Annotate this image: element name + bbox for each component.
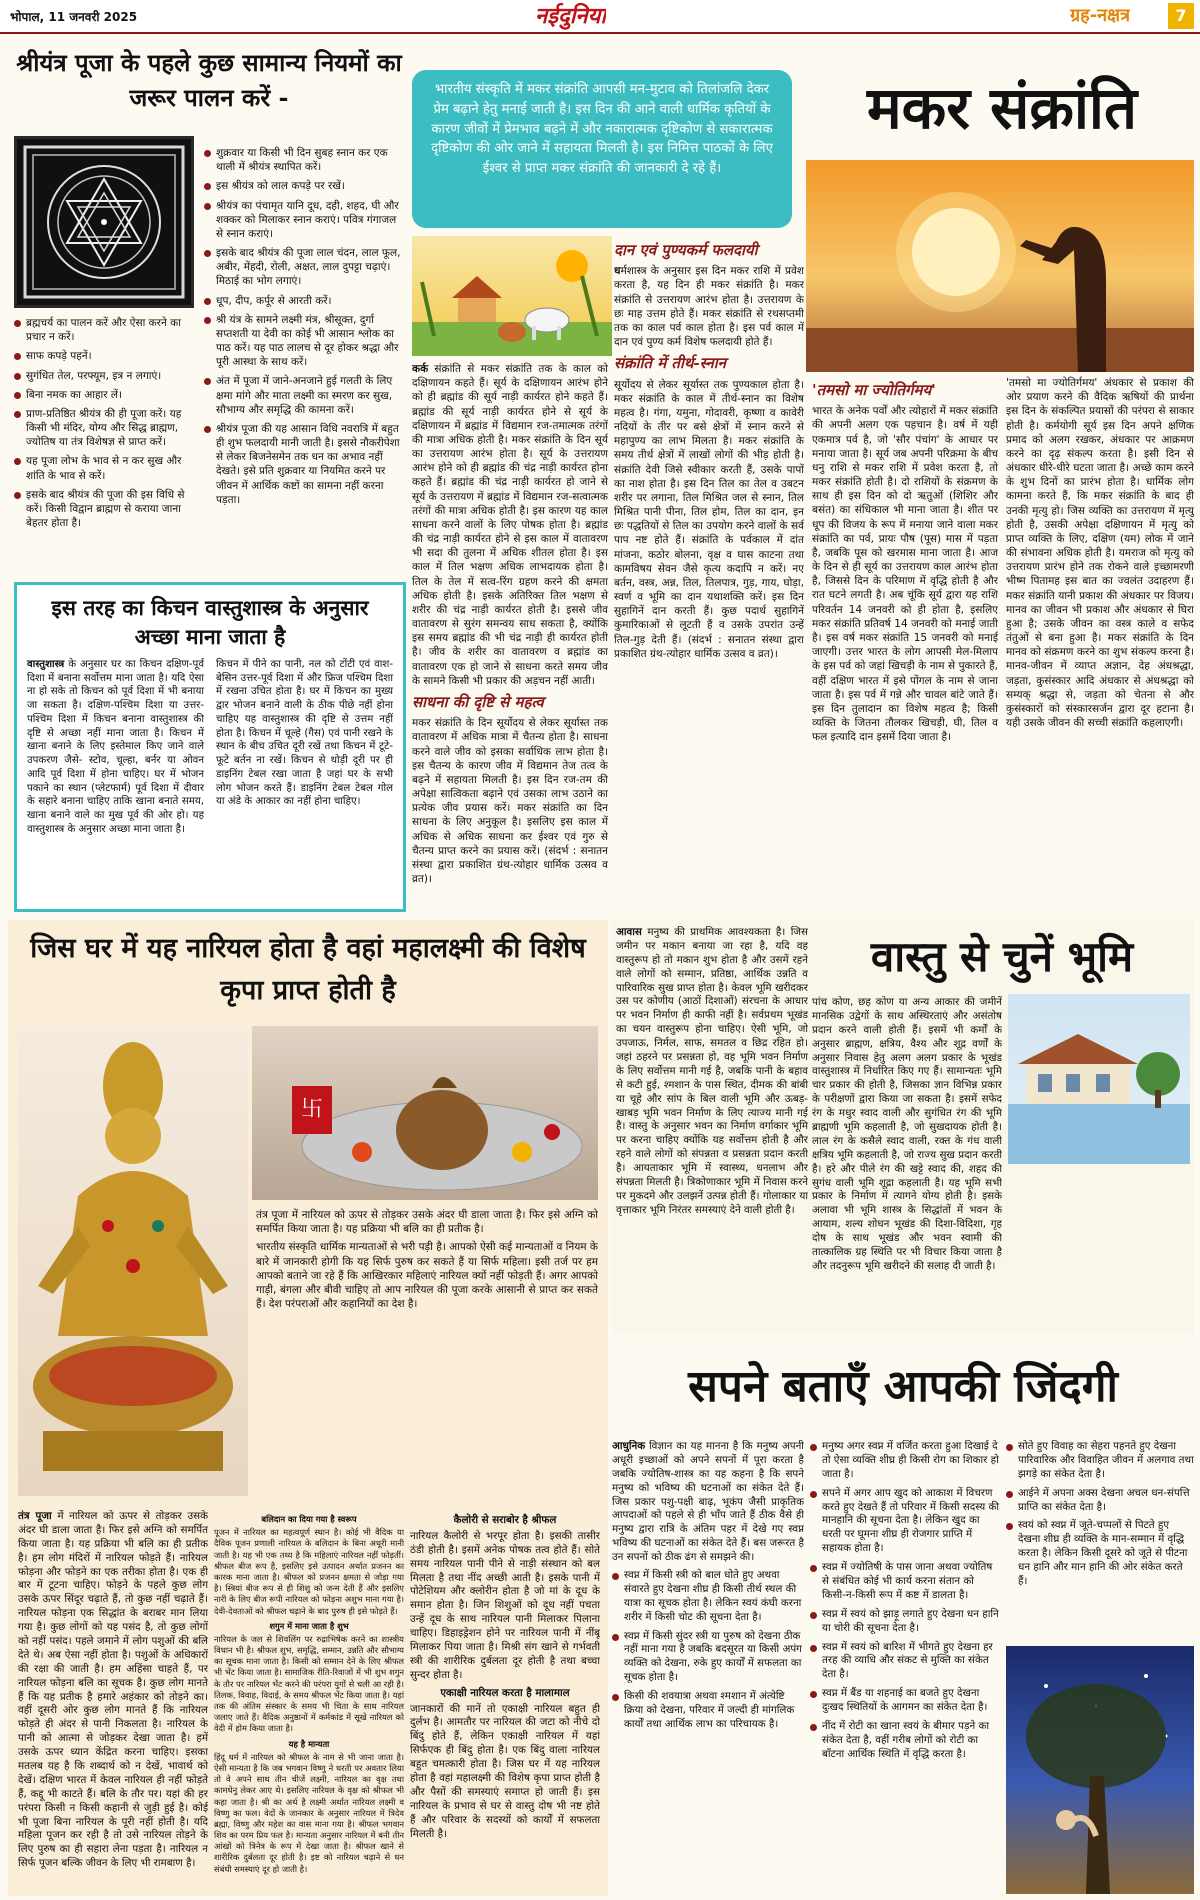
list-item: सुगंधित तेल, परफ्यूम, इत्र न लगाएं। bbox=[14, 369, 196, 383]
makar-column-d bbox=[1006, 376, 1194, 914]
coconut-body-left bbox=[18, 1510, 208, 1890]
kitchen-body bbox=[27, 658, 393, 876]
kitchen-col2: किचन में पीने का पानी, नल को टोंटी एवं वाश- बेसिन उत्तर-पूर्व दिशा में और फ्रिज पश्चिम दिशा में रखना उचित होता है। घर में किचन का मुख्य द्वार भोजन बनाने वाली के ठीक पीछे नहीं होना चाहिए यह वास्तुशास्त्र की दृष्टि से उत्तम नहीं होता है। किचन में चूल्हे (गैस) एवं पानी रखने के स्थान के बीच उचित दूरी रखें तथा किचन में टूटे-फूटे बर्तन ना रखें। किचन से थोड़ी दूरी पर ही डाइनिंग टेबल रखा जाता है जहां घर के सभी लोग भोजन करते हैं। डाइनिंग टेबल टेबल गोल या अंडे के आकार का नहीं होना चाहिए। bbox=[216, 658, 393, 808]
vastu-headline: वास्तु से चुनें भूमि bbox=[870, 932, 1134, 981]
tamaso-heading: 'तमसो मा ज्योतिर्गमय' bbox=[812, 381, 936, 399]
dream-tree-icon bbox=[1006, 1646, 1194, 1894]
list-item: श्रीयंत्र पूजा की यह आसान विधि नवरात्रि में बहुत ही शुभ फलदायी मानी जाती है। इससे नौकरीपेशा से लेकर बिजनेसमेन तक धन का अभाव नहीं देखते। इसे प्रति शुक्रवार या नियमित करने पर जीवन में आर्थिक कष्टों का सामना नहीं करना पड़ता। bbox=[204, 422, 404, 507]
list-item: इसके बाद श्रीयंत्र की पूजा लाल चंदन, लाल फूल, अबीर, मेंहदी, रोली, अक्षत, लाल दुपट्टा चढ़ाएं। मिठाई का भोग लगाएं। bbox=[204, 246, 404, 289]
vastu-section bbox=[612, 920, 1194, 1334]
lakshmi-idol-icon bbox=[18, 1026, 248, 1496]
coconut-facts-column bbox=[412, 1022, 608, 1023]
list-item: यह पूजा लोभ के भाव से न कर सुख और शांति के भाव से करें। bbox=[14, 454, 196, 482]
list-item: प्राण-प्रतिष्ठित श्रीयंत्र की ही पूजा करें। यह किसी भी मंदिर, योग्य और सिद्ध ब्राह्मण, ज्योतिष या तंत्र विशेषज्ञ से प्राप्त करें। bbox=[14, 407, 196, 450]
coconut-beside-text bbox=[256, 1208, 598, 1500]
kitchen-col1: के अनुसार घर का किचन दक्षिण-पूर्व दिशा में बनाना सर्वोत्तम माना जाता है। यदि ऐसा ना हो सके तो किचन को पूर्व दिशा में भी बनाया जा सकता है। दक्षिण-पश्चिम दिशा या उत्तर-पश्चिम दिशा में किचन बनाना वास्तुशास्त्र की दृष्टि से अच्छा नहीं माना जाता है। किचन में खाना बनाने के लिए इस्तेमाल किए जाने वाले उपकरण जैसे- स्टोव, चूल्हा, बर्नर या ओवन आदि पूर्व दिशा में होना चाहिए। घर में भोजन पकाने का स्थान (प्लेटफार्म) पूर्व दिशा में दीवार के सहारे बनाना चाहिए ताकि खाना बनाते समय, खाना बनाने वाले का मुख पूर्व की ओर हो। यह वास्तुशास्त्र के अनुसार अच्छा माना जाता है। bbox=[27, 658, 204, 835]
list-item: शुक्रवार या किसी भी दिन सुबह स्नान कर एक थाली में श्रीयंत्र स्थापित करें। bbox=[204, 146, 404, 174]
list-item: सपने में अगर आप खुद को आकाश में विचरण करते हुए देखते हैं तो परिवार में किसी सदस्य की मानहानि की सूचना देता है। लेकिन खुद का धरती पर घूमना शीघ्र ही रोजगार प्राप्ति में सहायक होता है। bbox=[810, 1487, 1000, 1556]
list-item: स्वप्न में बैंड या शहनाई का बजते हुए देखना दुःखद स्थितियों के आगमन का संकेत देता है। bbox=[810, 1687, 1000, 1715]
ekakshi-text: जानकारों की मानें तो एकाक्षी नारियल बहुत ही दुर्लभ है। आमतौर पर नारियल की जटा को नीचे दो बिंदु होते हैं, लेकिन एकाक्षी नारियल में यहां सिर्फएक ही बिंदु होता है। एक बिंदु वाला नारियल बहुत चमत्कारी होता है। जिस घर में यह नारियल होता है वहां महालक्ष्मी की विशेष कृपा प्राप्त होती है और पैसों की समस्याएं समाप्त हो जाती हैं। इस नारियल के प्रभाव से घर से वास्तु दोष भी नष्ट होते हैं और परिवार के सदस्यों को कार्यों में सफलता मिलती है। bbox=[410, 1702, 600, 1840]
balidan-text: पूजन में नारियल का महत्वपूर्ण स्थान है। कोई भी वैदिक या दैविक पूजन प्रणाली नारियल के बलिदान के बिना अधूरी मानी जाती है। यह भी एक तथ्य है कि महिलाएं नारियल नहीं फोड़तीं। श्रीफल बीज रूप है, इसलिए इसे उत्पादन अर्थात प्रजनन का कारक माना जाता है। श्रीफल को प्रजनन क्षमता से जोड़ा गया है। स्त्रियां बीज रूप से ही शिशु को जन्म देती हैं और इसलिए नारी के लिए बीज रूपी नारियल को फोड़ना अशुभ माना गया है। देवी-देवताओं को श्रीफल चढ़ाने के बाद पुरुष ही इसे फोड़ते हैं। bbox=[214, 1527, 404, 1616]
list-item: इस श्रीयंत्र को लाल कपड़े पर रखें। bbox=[204, 179, 404, 193]
masthead-logo: नईदुनिया bbox=[535, 4, 607, 29]
list-item: बिना नमक का आहार लें। bbox=[14, 388, 196, 402]
makar-column-a bbox=[412, 362, 608, 914]
list-item: श्री यंत्र के सामने लक्ष्मी मंत्र, श्रीसूक्त, दुर्गा सप्तशती या देवी का कोई भी आसान श्लोक का पाठ करें। यह पाठ लालच से दूर होकर श्रद्धा और पूरी आस्था के साथ करें। bbox=[204, 313, 404, 370]
daan-heading: दान एवं पुण्यकर्म फलदायी bbox=[614, 241, 758, 259]
shriyantra-right-bullets bbox=[204, 146, 404, 566]
coconut-beside-text-1: तंत्र पूजा में नारियल को ऊपर से तोड़कर उसके अंदर घी डाला जाता है। फिर इसे अग्नि को समर्पित किया जाता है। यह प्रक्रिया भी बलि का ही प्रतीक है। bbox=[256, 1209, 598, 1236]
masthead-section: ग्रह-नक्षत्र bbox=[1070, 5, 1131, 26]
shriyantra-image bbox=[14, 136, 194, 308]
dreams-lead: आधुनिक bbox=[612, 1440, 646, 1452]
page-number: 7 bbox=[1168, 3, 1194, 29]
coconut-body-middle bbox=[214, 1510, 404, 1890]
dreams-bullets-2 bbox=[810, 1440, 1000, 1762]
list-item: मनुष्य अगर स्वप्न में वर्जित करता हुआ दिखाई दे तो ऐसा व्यक्ति शीघ्र ही किसी रोग का शिकार हो जाता है। bbox=[810, 1440, 1000, 1482]
list-item: साफ कपड़े पहनें। bbox=[14, 349, 196, 363]
list-item: स्वप्न में स्वयं को बारिश में भीगते हुए देखना हर तरह की व्याधि और संकट से मुक्ति का संकेत देता है। bbox=[810, 1641, 1000, 1683]
shriyantra-left-bullets bbox=[14, 316, 196, 578]
dreams-bullets-3 bbox=[1006, 1440, 1194, 1589]
shagun-heading: शगुन में माना जाता है शुभ bbox=[269, 1620, 349, 1631]
masthead bbox=[0, 0, 1200, 34]
makar-col-d-text: 'तमसो मा ज्योतिर्गमय' अंधकार से प्रकाश की ओर प्रयाण करने की वैदिक ऋषियों की प्रार्थना इस दिन के संकल्पित प्रयासों की परंपरा से साकार होती है। कर्मयोगी सूर्य इस दिन अपने क्षणिक प्रमाद को अलग रखकर, अंधकार पर आक्रमण करने का दृढ़ संकल्प करता है। इसी दिन से अंधकार धीरे-धीरे घटता जाता है। अच्छे काम करने के शुभ दिनों का प्रारंभ होता है। धार्मिक लोग कामना करते हैं, कि मकर संक्रांति के बाद ही उनकी मृत्यु हो। जिस व्यक्ति का उत्तरायण में मृत्यु होती है, उसकी अपेक्षा दक्षिणायन में मृत्यु को प्राप्त व्यक्ति के लिए, दक्षिण (यम) लोक में जाने की संभावना अधिक होती है। यमराज को मृत्यु को उत्तरायण प्रारंभ होने तक रोकने वाले इच्छामरणी भीष्म पितामह इस बात का ज्वलंत उदाहरण हैं। मकर संक्रांति यानी प्रकाश की अंधकार पर विजय। मानव का जीवन भी प्रकाश और अंधकार से घिरा हुआ है; उसके जीवन का वस्त्र काले व सफेद तंतुओं से बना हुआ है। मकर संक्रांति के दिन मानव को संक्रमण करने का शुभ संकल्प करना है। मानव-जीवन में व्याप्त अज्ञान, देह अंधश्रद्धा, जड़ता, कुसंस्कार आदि अंधकार से अंधश्रद्धा को सम्यक् श्रद्धा से, जड़ता को चेतना से और कुसंस्कारों को संस्कारसर्जन द्वारा दूर हटाना है। यही उसके जीवन की सच्ची संक्रांति कहलाएगी। bbox=[1006, 377, 1194, 730]
dreams-column-2 bbox=[810, 1440, 1000, 1896]
dreams-column-1 bbox=[612, 1440, 804, 1896]
vastu-left-column bbox=[616, 926, 808, 1330]
makar-column-c bbox=[812, 376, 998, 914]
list-item: स्वयं को स्वप्न में जूते-चप्पलों से पिटते हुए देखना शीघ्र ही व्यक्ति के मान-सम्मान में वृद्धि करता है। लेकिन किसी दूसरे को जूते से पीटना धन हानि और मान हानि की ओर संकेत करते हैं। bbox=[1006, 1519, 1194, 1588]
coconut-body-lead: तंत्र पूजा bbox=[18, 1510, 52, 1522]
calorie-heading: कैलोरी से सराबोर है श्रीफल bbox=[453, 1514, 557, 1526]
list-item: स्वप्न में स्वयं को झाड़ू लगाते हुए देखना धन हानि या चोरी की सूचना देता है। bbox=[810, 1608, 1000, 1636]
makar-col-a-lead: कर्क bbox=[412, 363, 429, 375]
dreams-tree-image bbox=[1006, 1646, 1194, 1894]
dreams-headline: सपने बताएँ आपकी जिंदगी bbox=[688, 1361, 1118, 1412]
coconut-facts-strip bbox=[412, 1028, 608, 1029]
sadhana-heading: साधना की दृष्टि से महत्व bbox=[412, 692, 544, 711]
list-item: स्वप्न में किसी सुंदर स्त्री या पुरुष को देखना ठीक नहीं माना गया है जबकि बदसूरत या किसी अपंग व्यक्ति को देखना, रुके हुए कार्यों में सफलता का सूचक होता है। bbox=[612, 1630, 804, 1686]
list-item: स्वप्न में ज्योतिषी के पास जाना अथवा ज्योतिष से संबंधित कोई भी कार्य करना संतान को किसी-न-किसी रूप में कष्ट में डालता है। bbox=[810, 1561, 1000, 1603]
vastu-lead: आवास bbox=[616, 926, 642, 938]
daan-lead: ध bbox=[614, 265, 621, 278]
shriyantra-icon bbox=[17, 139, 191, 305]
kitchen-headline: इस तरह का किचन वास्तुशास्त्र के अनुसार अच्छा माना जाता है bbox=[51, 595, 369, 650]
svg-text:卐: 卐 bbox=[300, 1097, 324, 1122]
list-item: श्रीयंत्र का पंचामृत यानि दूध, दही, शहद, घी और शक्कर को मिलाकर स्नान कराएं। पवित्र गंगाजल से स्नान कराएं। bbox=[204, 199, 404, 242]
coconut-plate-image bbox=[252, 1026, 598, 1200]
list-item: किसी की शवयात्रा अथवा श्मशान में अंत्येष्टि क्रिया को देखना, परिवार में जल्दी ही मांगलिक कार्यों तथा आर्थिक लाभ का परिचायक है। bbox=[612, 1690, 804, 1732]
tamaso-text: भारत के अनेक पर्वों और त्योहारों में मकर संक्रांति की अपनी अलग एक पहचान है। वर्ष में यही एकमात्र पर्व है, जो 'सौर पंचांग' के आधार पर मनाया जाता है। सूर्य जब अपनी परिक्रमा के बीच धनु राशि से मकर राशि में प्रवेश करता है, तो मकर संक्रांति होती है। दो राशियों के संक्रमण के साथ ही इस दिन को दो ऋतुओं (शिशिर और बसंत) का संधिकाल भी माना जाता है। शीत पर धूप की विजय के रूप में मनाया जाने वाला मकर संक्रांति का पर्व, प्रायः पौष (पूस) मास में पड़ता है, जबकि पूस को खरमास माना जाता है। आज के दिन से ही सूर्य का उत्तरायण काल आरंभ होता है, जिससे दिन के परिमाण में वृद्धि होती है और रात घटने लगती है। अब चूंकि सूर्य द्वारा यह राशि परिवर्तन 14 जनवरी को ही होता है, इसलिए मकर संक्रांति प्रतिवर्ष 14 जनवरी को मनाई जाती है। इस वर्ष मकर संक्रांति 15 जनवरी को मनाई जाएगी। उत्तर भारत के लोग आपसी मेल-मिलाप के इस पर्व को जहां खिचड़ी के नाम से पुकारते हैं, वहीं दक्षिण भारत में इसे पोंगल के नाम से जाना जाता है। इस पर्व में गन्ने और चावल बांटे जाते हैं। इस दिन तुलादान का विशेष महत्व है; किसी व्यक्ति के जितना तौलकर खिचड़ी, घी, तिल व फल इत्यादि दान इसमें दिया जाता है। bbox=[812, 405, 998, 744]
masthead-date: भोपाल, 11 जनवरी 2025 bbox=[10, 10, 138, 24]
list-item: धूप, दीप, कर्पूर से आरती करें। bbox=[204, 294, 404, 308]
list-item: अंत में पूजा में जाने-अनजाने हुई गलती के लिए क्षमा मांगे और माता लक्ष्मी का स्मरण कर सुख, सौभाग्य और समृद्धि की कामना करें। bbox=[204, 374, 404, 417]
coconut-body-text: में नारियल को ऊपर से तोड़कर उसके अंदर घी डाला जाता है। फिर इसे अग्नि को समर्पित किया जाता है। यह प्रक्रिया भी बलि का ही प्रतीक है। हम लोग मंदिरों में नारियल फोड़ते हैं। नारियल फोड़ना और फोड़ने का एक तरीका होता है। एक ही बार में टूटना चाहिए। फोड़ने के पहले कुछ लोग उसके ऊपर सिंदूर चढ़ाते हैं, तो कुछ नहीं चढ़ाते हैं। नारियल फोड़ना एक सिद्धांत के बराबर मान लिया गया है। कुछ लोगों को यह पसंद है, तो कुछ लोगों को नहीं पसंद। पहले जमाने में लोग पशुओं की बलि देते थे। अब ऐसा नहीं होता है। पशुओं के अधिकारों की रक्षा की जाती है। हम अहिंसा चाहते हैं, पर नारियल फोड़ना बलि का सूचक है। कुछ लोग मानते हैं कि यह प्रतीक है हमारे अहंकार को तोड़ने का। वहीं दूसरी ओर कुछ लोग मानते हैं कि नारियल फोड़ते ही अंदर से पानी निकलता है। नारियल के पानी को आत्मा से जोड़कर देखा जाता है। हमें उसके ऊपर ध्यान केंद्रित करना चाहिए। इसका मतलब यह है कि शब्दार्थ को न देखें, भावार्थ को देखें। दक्षिण भारत में केवल नारियल ही नहीं फोड़ते हैं, कद्दू भी काटते हैं। बलि के तौर पर। यहां की हर परंपरा किसी न किसी कहानी से जुड़ी हुई है। कोई भी पूजा बिना नारियल के पूरी नहीं होती है। यदि महिला पूजन कर रही है तो उसे नारियल तोड़ने के लिए पुरुष का ही सहारा लेना पड़ता है। नारियल न सिर्फ पूजन बल्कि जीवन के लिए भी रामबाण है। bbox=[18, 1510, 208, 1870]
list-item: स्वप्न में किसी स्त्री को बाल धोते हुए अथवा संवारते हुए देखना शीघ्र ही किसी तीर्थ स्थल की यात्रा का सूचक होता है। लेकिन स्वयं कंघी करना शरीर में किसी चोट की सूचना देता है। bbox=[612, 1569, 804, 1625]
list-item: सोते हुए विवाह का सेहरा पहनते हुए देखना पारिवारिक और विवाहित जीवन में अलगाव तथा झगड़े का संकेत देता है। bbox=[1006, 1440, 1194, 1482]
makar-sun-image bbox=[806, 160, 1194, 372]
makar-col-a-text: संक्रांति से मकर संक्रांति तक के काल को दक्षिणायन कहते हैं। सूर्य के दक्षिणायन आरंभ होने को ही ब्रह्मांड की सूर्य नाड़ी कार्यरत होने कहते हैं। ब्रह्मांड की सूर्य नाड़ी कार्यरत होने से सूर्य के दक्षिणायन में ब्रह्मांड में विद्यमान रज-तमात्मक तरंगों की मात्रा अधिक होती है। मकर संक्रांति के दिन सूर्य का उत्तरायण आरंभ होता है। सूर्य के उत्तरायण आरंभ होने को ही ब्रह्मांड की चंद्र नाड़ी कार्यरत होना कहते हैं। ब्रह्मांड की चंद्र नाड़ी कार्यरत हो जाने से सूर्य के उत्तरायण में ब्रह्मांड में विद्यमान रज-सत्वात्मक तरंगों की मात्रा अधिक होती है। इस कारण यह काल साधना करने वालों के लिए पोषक होता है। ब्रह्मांड की चंद्र नाड़ी कार्यरत होने से इस काल में वातावरण भी सदा की तुलना में अधिक शीतल होता है। इस काल में तिल भक्षण अधिक लाभदायक होता है। तिल के तेल में सत्व-रिंग ग्रहण करने की क्षमता अधिक होती है। इसके अतिरिक्त तिल भक्षण से शरीर की चंद्र नाड़ी कार्यरत होती है। इससे जीव वातावरण से सुरंग समन्वय साध सकता है, क्योंकि इस समय ब्रह्मांड की भी चंद्र नाड़ी ही कार्यरत होती है। जीव के शरीर का वातावरण व ब्रह्मांड का वातावरण एक हो जाने से साधना करते समय जीव के सामने किसी भी प्रकार की अड़चन नहीं आती। bbox=[412, 363, 608, 687]
calorie-text: नारियल कैलोरी से भरपूर होता है। इसकी तासीर ठंडी होती है। इसमें अनेक पोषक तत्व होते हैं। सोते समय नारियल पानी पीने से नाड़ी संस्थान को बल मिलता है तथा नींद अच्छी आती है। इसके पानी में पोटेशियम और क्लोरीन होता है जो मां के दूध के समान होता है। जिन शिशुओं को दूध नहीं पचता उन्हें दूध के साथ नारियल पानी मिलाकर पिलाना चाहिए। डिहाइड्रेशन होने पर नारियल पानी में नींबू मिलाकर पिया जाता है। मिश्री संग खाने से गर्भवती स्त्री की शारीरिक दुर्बलता दूर होती है तथा बच्चा सुन्दर होता है। bbox=[410, 1529, 600, 1681]
list-item: आईने में अपना अक्स देखना अचल धन-संपत्ति प्राप्ति का संकेत देता है। bbox=[1006, 1487, 1194, 1515]
kitchen-lead: वास्तुशास्त्र bbox=[27, 658, 65, 670]
coconut-section bbox=[8, 920, 608, 1896]
vastu-left-text: मनुष्य की प्राथमिक आवश्यकता है। जिस जमीन पर मकान बनाया जा रहा है, यदि वह वास्तुरूप हो तो मकान शुभ होता है और उसमें रहने वाले लोगों को सम्मान, प्रतिष्ठा, आर्थिक उन्नति व पारिवारिक सुख प्राप्त होता है। केवल भूमि खरीदकर उस पर कोणीय (आठों दिशाओं) संरचना के आधार पर भवन निर्माण ही काफी नहीं है। सर्वप्रथम भूखंड का चयन वास्तुरूप होना चाहिए। ऐसी भूमि, जो उपजाऊ, निर्मल, साफ, समतल व छिद्र रहित हो। जहां ठहरने पर प्रसन्नता हो, वह भूमि भवन निर्माण के लिए सर्वोत्तम मानी गई है, जबकि पानी के बहाव से कटी हुई, श्मशान के पास स्थित, दीमक की बांबी या चूहे और सांप के बिल वाली भूमि और ऊबड़-खाबड़ भूमि भवन निर्माण के लिए त्याज्य मानी गई है। वास्तु के अनुसार भवन का निर्माण वर्गाकार भूमि पर करना चाहिए क्योंकि यह सर्वोत्तम होती है और रहने वाले लोगों को संपन्नता व प्रसन्नता प्रदान करती है। आयताकार भूमि में स्वास्थ्य, धनलाभ और संपन्नता मिलती है। त्रिकोणाकार भूमि में निवास करने पर मुकदमे और उलझनें उत्पन्न होती हैं। गोलाकार या वृत्ताकार भूमि निरंतर समस्याएं देने वाली होती है। bbox=[616, 926, 808, 1216]
vastu-right-text: पांच कोण, छह कोण या अन्य आकार की जमीनें मानसिक उद्वेगों के साथ अस्थिरताएं और असंतोष प्रदान करने वाली होती हैं। इसमें भी कर्मों के अनुसार ब्राह्मण, क्षत्रिय, वैश्य और शूद्र वर्णों के अनुसार निवास हेतु अलग अलग प्रकार के भूखंड वास्तुशास्त्र में निर्धारित किए गए हैं। सामान्यतः भूमि चार प्रकार की होती है, जिसका ज्ञान विभिन्न प्रकार के परीक्षणों द्वारा किया जा सकता है। इसमें सफेद रंग के मधुर स्वाद वाली और सुगंधित रंग की भूमि ब्राह्मणी भूमि कहलाती है, जो सुखदायक होती है। लाल रंग के कसैले स्वाद वाली, रक्त के गंध वाली क्षत्रिय भूमि कहलाती है, जो राज्य सुख प्रदान करती है। हरे और पीले रंग की खट्टे स्वाद की, शहद की सुगंध वाली भूमि शूद्रा कहलाती है। यह भूमि सभी प्रकार के निर्माण में त्यागने योग्य होती है। इसके अलावा भी भूमि शास्त्र के सिद्धांतों में भवन के आयाम, शल्य शोधन भूखंड की दिशा-विदिशा, गृह दोष के साथ भूखंड और भवन स्वामी की तात्कालिक ग्रह स्थिति पर भी विचार किया जाता है और तदनुरूप भूमि खरीदने की सलाह दी जाती है। bbox=[812, 996, 1002, 1272]
makar-column-b bbox=[614, 236, 804, 914]
sun-offering-icon bbox=[806, 160, 1194, 372]
sadhana-text: मकर संक्रांति के दिन सूर्योदय से लेकर सूर्यास्त तक वातावरण में अधिक मात्रा में चैतन्य होता है। साधना करने वाले जीव को इसका सर्वाधिक लाभ होता है। इस चैतन्य के कारण जीव में विद्यमान तेज तत्व के बढ़ने में सहायता मिलती है। इस दिन रज-तम की अपेक्षा सात्विकता बढ़ाने एवं उसका लाभ उठाने का प्रत्येक जीव प्रयास करें। मकर संक्रांति का दिन साधना के लिए अनुकूल है। इसलिए इस काल में अधिक से अधिक साधना कर ईश्वर एवं गुरु से चैतन्य प्राप्त करने का प्रयास करें। (संदर्भ : सनातन संस्था द्वारा प्रकाशित ग्रंथ-त्योहार धार्मिक उत्सव व व्रत)। bbox=[412, 717, 608, 886]
maanyata-heading: यह है मान्यता bbox=[288, 1738, 330, 1749]
lakshmi-image bbox=[18, 1026, 248, 1496]
dreams-bullets-1 bbox=[612, 1569, 804, 1732]
intro-box: भारतीय संस्कृति में मकर संक्रांति आपसी मन-मुटाव को तिलांजलि देकर प्रेम बढ़ाने हेतु मनाई जाती है। इस दिन की आने वाली धार्मिक कृतियों के कारण जीवों में प्रेमभाव बढ़ने में और नकारात्मक दृष्टिकोण से सकारात्मक दृष्टिकोण की ओर जाने में सहायता मिलती है। इस निमित्त पाठकों के लिए ईश्वर से प्राप्त मकर संक्रांति की जानकारी दे रहे हैं। bbox=[412, 70, 792, 228]
vastu-house-image bbox=[1008, 994, 1190, 1164]
balidan-heading: बलिदान का दिया गया है स्वरूप bbox=[261, 1514, 357, 1524]
kitchen-box bbox=[14, 582, 406, 912]
house-icon bbox=[1008, 994, 1190, 1164]
makar-headline: मकर संक्रांति bbox=[867, 74, 1137, 142]
daan-text: र्मशास्त्र के अनुसार इस दिन मकर राशि में प्रवेश करता है, यह दिन ही मकर संक्रांति है। मकर संक्रांति से उत्तरायण आरंभ होता है। उत्तरायण के छः माह उत्तम होते हैं। मकर संक्रांति से रथसप्तमी तक का काल पर्व काल होता है। इस पर्व काल में दान एवं पुण्य कर्म विशेष फलदायी होते हैं। bbox=[614, 265, 804, 349]
vastu-right-column bbox=[812, 996, 1002, 1330]
list-item: ब्रह्मचर्य का पालन करें और ऐसा करने का प्रचार न करें। bbox=[14, 316, 196, 344]
shriyantra-headline: श्रीयंत्र पूजा के पहले कुछ सामान्य नियमों का जरूर पालन करें - bbox=[16, 48, 402, 112]
tirth-heading: संक्रांति में तीर्थ-स्नान bbox=[614, 354, 726, 373]
shagun-text: नारियल के जल से शिवलिंग पर रुद्राभिषेक करने का शास्त्रीय विधान भी है। श्रीफल शुभ, समृद्धि, सम्मान, उन्नति और सौभाग्य का सूचक माना जाता है। किसी को सम्मान देने के लिए श्रीफल भी भेंट किया जाता है। सामाजिक रीति-रिवाजों में भी शुभ शगुन के तौर पर नारियल भेंट करने की परंपरा युगों से चली आ रही है। तिलक, विवाह, विदाई, के समय श्रीफल भेंट किया जाता है। यहां तक की अंतिम संस्कार के समय भी चिता के साथ नारियल जलाए जाते हैं। वैदिक अनुष्ठानों में कर्मकांड में सूखे नारियल को वेदी में होम किया जाता है। bbox=[214, 1633, 404, 1734]
maanyata-text: हिंदू धर्म में नारियल को श्रीफल के नाम से भी जाना जाता है। ऐसी मान्यता है कि जब भगवान विष्णु ने धरती पर अवतार लिया तो वे अपने साथ तीन चीजें लक्ष्मी, नारियल का वृक्ष तथा कामधेनु लेकर आए थे। इसलिए नारियल के वृक्ष को श्रीफल भी कहा जाता है। श्री का अर्थ है लक्ष्मी अर्थात नारियल लक्ष्मी व विष्णु का फल। वेदों के जानकार के अनुसार नारियल में त्रिदेव ब्रह्मा, विष्णु और महेश का वास माना गया है। श्रीफल भगवान शिव का परम प्रिय फल है। मान्यता अनुसार नारियल में बनी तीन आंखों को त्रिनेत्र के रूप में देखा जाता है। श्रीफल खाने से शारीरिक दुर्बलता दूर होती है। इष्ट को नारियल चढ़ाने से धन संबंधी समस्याएं दूर हो जाती है। bbox=[214, 1751, 404, 1874]
village-icon bbox=[412, 236, 612, 356]
dreams-intro: विज्ञान का यह मानना है कि मनुष्य अपनी अधूरी इच्छाओं को अपने सपनों में पूरा करता है जबकि ज्योतिष-शास्त्र का यह कहना है कि सपने मनुष्य को भविष्य की घटनाओं का संकेत देते हैं। जिस प्रकार पशु-पक्षी बाढ़, भूकंप जैसी प्राकृतिक आपदाओं को पहले से ही भाँप जाते हैं ठीक वैसे ही मनुष्य द्वारा रात्रि के अंतिम पहर में देखे गए स्वप्न भविष्य की घटनाओं का संकेत देते हैं। बस जरूरत है उन सपनों को ठीक ढंग से समझने की। bbox=[612, 1440, 804, 1564]
dreams-column-3 bbox=[1006, 1440, 1194, 1640]
coconut-headline: जिस घर में यह नारियल होता है वहां महालक्ष्मी की विशेष कृपा प्राप्त होती है bbox=[30, 933, 586, 1006]
list-item: इसके बाद श्रीयंत्र की पूजा की इस विधि से करें। किसी विद्वान ब्राह्मण से कराया जाना बेहतर होता है। bbox=[14, 488, 196, 531]
ekakshi-heading: एकाक्षी नारियल करता है मालामाल bbox=[440, 1686, 570, 1699]
list-item: नींद में रोटी का खाना स्वयं के बीमार पड़ने का संकेत देता है, वहीं गरीब लोगों को रोटी का बाँटना आर्थिक स्थिति में वृद्धि करता है। bbox=[810, 1720, 1000, 1762]
tirth-text: सूर्योदय से लेकर सूर्यास्त तक पुण्यकाल होता है। मकर संक्रांति के काल में तीर्थ-स्नान का विशेष महत्व है। गंगा, यमुना, गोदावरी, कृष्णा व कावेरी नदियों के तीर पर बसे क्षेत्रों में स्नान करने से महापुण्य का लाभ मिलता है। मकर संक्रांति के समय तीर्थ क्षेत्रों में लाखों लोगों की भीड़ होती है। संक्रांति देवी जिसे स्वीकार करती हैं, उसके पापों का नाश होता है। इस दिन तिल का तेल व उबटन शरीर पर लगाना, तिल मिश्रित जल से स्नान, तिल मिश्रित पानी पीना, तिल होम, तिल का दान, इन छः पद्धतियों से तिल का उपयोग करने वालों के सर्व पाप नष्ट होते हैं। संक्रांति के पर्वकाल में दांत मांजना, कठोर बोलना, वृक्ष व घास काटना तथा कामविषय सेवन जैसे कृत्य कदापि न करें। नए बर्तन, वस्त्र, अन्न, तिल, तिलपात्र, गुड़, गाय, घोड़ा, स्वर्ण व भूमि का दान यथाशक्ति करें। इस दिन सुहागिनें दान करती हैं। कुछ पदार्थ सुहागिनें कुमारिकाओं से लूटती हैं व उसके उपरांत उन्हें तिल-गुड़ देती हैं। (संदर्भ : सनातन संस्था द्वारा प्रकाशित ग्रंथ-त्योहार धार्मिक उत्सव व व्रत)। bbox=[614, 378, 804, 660]
coconut-plate-icon bbox=[252, 1026, 598, 1200]
coconut-beside-text-2: भारतीय संस्कृति धार्मिक मान्यताओं से भरी पड़ी है। आपको ऐसी कई मान्यताओं व नियम के बारे में जानकारी होगी कि यह सिर्फ पुरुष कर सकते हैं या सिर्फ महिला। इसी तर्ज पर हम आपको बताने जा रहे हैं कि आखिरकार महिलाएं नारियल क्यों नहीं फोड़ती हैं। अगर आपको गाड़ी, बंगला और बीवी चाहिए तो आप नारियल की पूजा करके आसानी से प्राप्त कर सकते हैं। देश परंपराओं और कहानियों का देश है। bbox=[256, 1241, 598, 1311]
makar-village-image bbox=[412, 236, 612, 356]
coconut-body-right bbox=[410, 1510, 600, 1890]
